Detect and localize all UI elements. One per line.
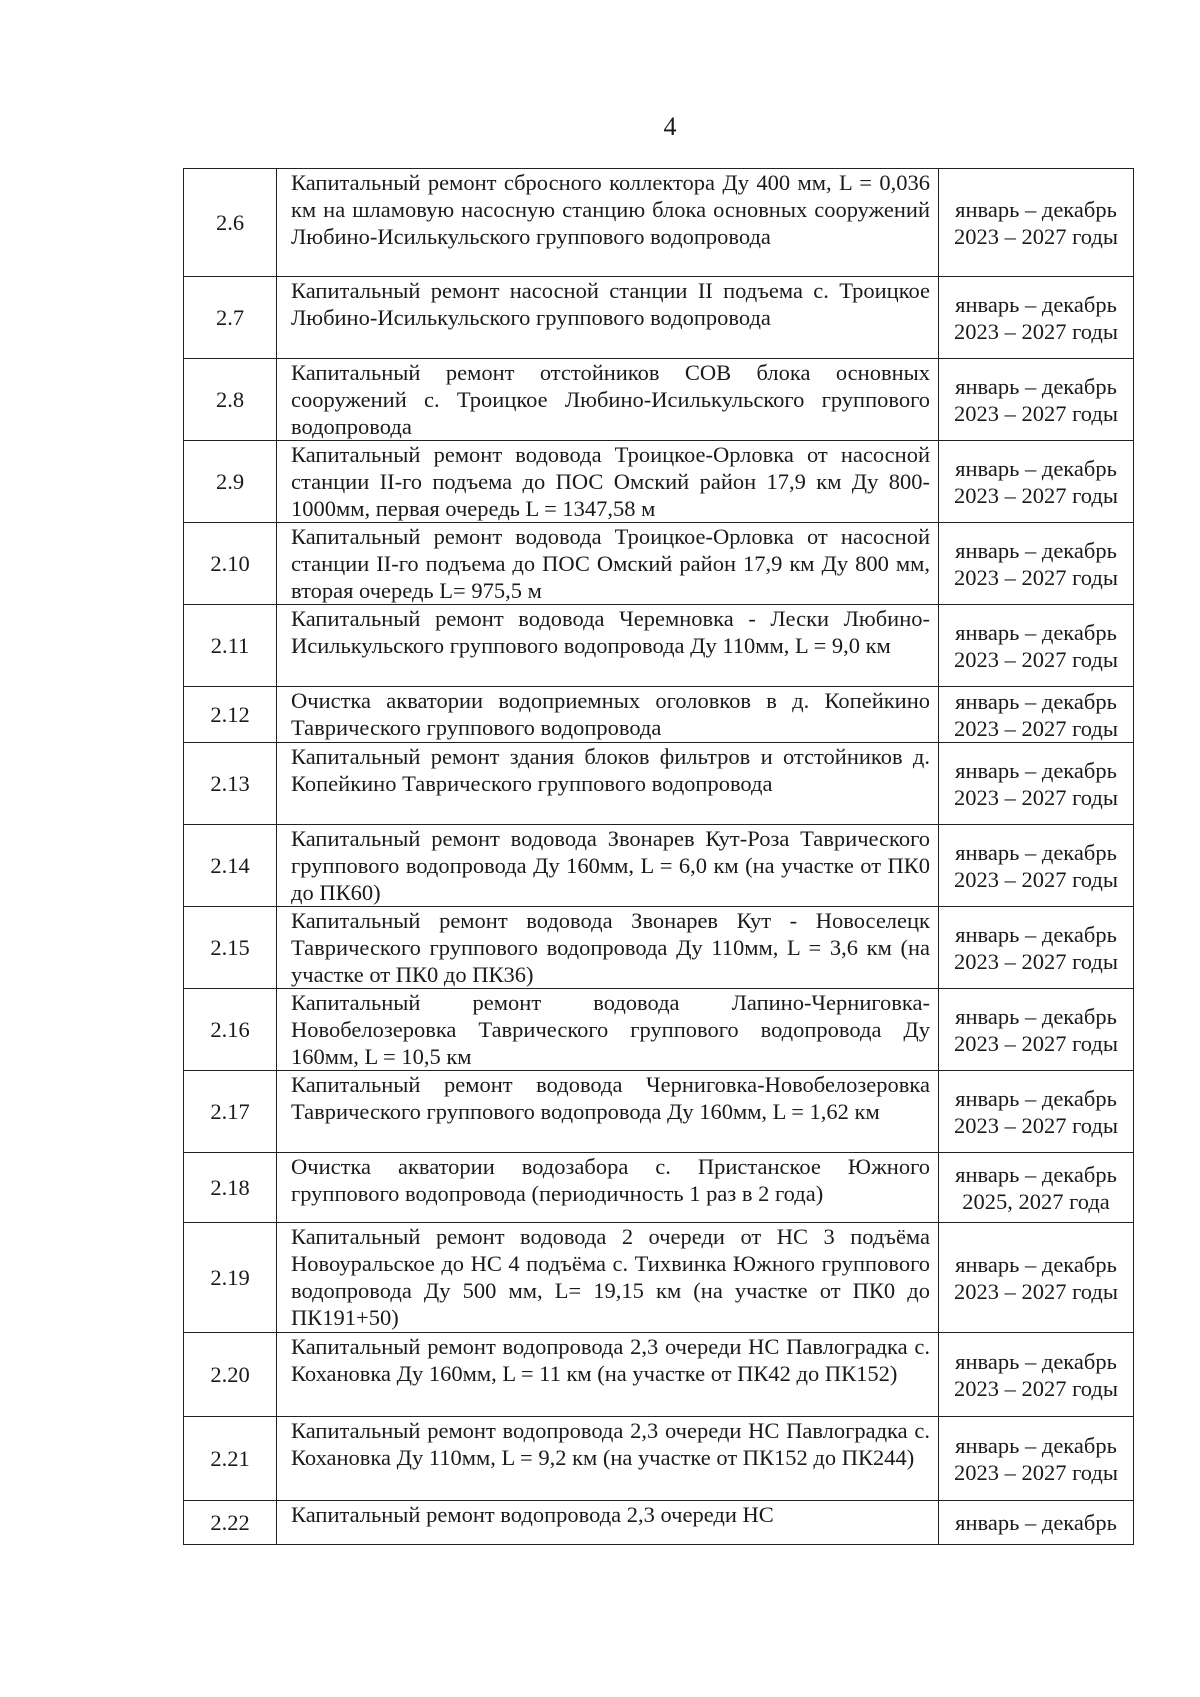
row-description: Капитальный ремонт водовода Звонарев Кут - Новоселецк Таврического группового водопровода Ду 110мм, L = 3,6 км (на участке от ПК0 до ПК36) (277, 907, 939, 989)
row-period: январь – декабрь 2023 – 2027 годы (939, 441, 1134, 523)
row-number: 2.20 (184, 1333, 277, 1417)
table-row (184, 1071, 1134, 1153)
row-number: 2.15 (184, 907, 277, 989)
row-description: Капитальный ремонт водовода Троицкое-Орловка от насосной станции II-го подъема до ПОС Омский район 17,9 км Ду 800-1000мм, первая очередь L = 1347,58 м (277, 441, 939, 523)
row-period: январь – декабрь 2023 – 2027 годы (939, 1417, 1134, 1501)
row-number: 2.8 (184, 359, 277, 441)
row-period: январь – декабрь 2023 – 2027 годы (939, 605, 1134, 687)
row-period: январь – декабрь 2023 – 2027 годы (939, 1071, 1134, 1153)
row-period: январь – декабрь (939, 1501, 1134, 1545)
table-row (184, 825, 1134, 907)
row-number: 2.7 (184, 277, 277, 359)
row-period: январь – декабрь 2023 – 2027 годы (939, 169, 1134, 277)
row-number: 2.11 (184, 605, 277, 687)
row-period: январь – декабрь 2023 – 2027 годы (939, 687, 1134, 743)
row-description: Капитальный ремонт водовода 2 очереди от НС 3 подъёма Новоуральское до НС 4 подъёма с. Тихвинка Южного группового водопровода Ду 500 мм, L= 19,15 км (на участке от ПК0 до ПК191+50) (277, 1223, 939, 1333)
row-description: Капитальный ремонт водопровода 2,3 очереди НС Павлоградка с. Кохановка Ду 110мм, L = 9,2 км (на участке от ПК152 до ПК244) (277, 1417, 939, 1501)
row-description: Капитальный ремонт водовода Черниговка-Новобелозеровка Таврического группового водопровода Ду 160мм, L = 1,62 км (277, 1071, 939, 1153)
table-row (184, 277, 1134, 359)
row-number: 2.12 (184, 687, 277, 743)
table-row (184, 1501, 1134, 1545)
row-number: 2.17 (184, 1071, 277, 1153)
table-row (184, 605, 1134, 687)
table-row (184, 1223, 1134, 1333)
table-row (184, 907, 1134, 989)
row-period: январь – декабрь 2025, 2027 года (939, 1153, 1134, 1223)
table-row (184, 989, 1134, 1071)
works-table-body (184, 169, 1134, 1545)
row-description: Очистка акватории водоприемных оголовков в д. Копейкино Таврического группового водопровода (277, 687, 939, 743)
row-period: январь – декабрь 2023 – 2027 годы (939, 989, 1134, 1071)
row-description: Очистка акватории водозабора с. Пристанское Южного группового водопровода (периодичность 1 раз в 2 года) (277, 1153, 939, 1223)
row-number: 2.22 (184, 1501, 277, 1545)
row-period: январь – декабрь 2023 – 2027 годы (939, 359, 1134, 441)
row-number: 2.10 (184, 523, 277, 605)
row-period: январь – декабрь 2023 – 2027 годы (939, 907, 1134, 989)
row-period: январь – декабрь 2023 – 2027 годы (939, 1333, 1134, 1417)
row-description: Капитальный ремонт насосной станции II подъема с. Троицкое Любино-Исилькульского группового водопровода (277, 277, 939, 359)
row-description: Капитальный ремонт водовода Лапино-Черниговка-Новобелозеровка Таврического группового водопровода Ду 160мм, L = 10,5 км (277, 989, 939, 1071)
table-row (184, 359, 1134, 441)
table-row (184, 441, 1134, 523)
row-description: Капитальный ремонт водопровода 2,3 очереди НС (277, 1501, 939, 1545)
table-row (184, 1333, 1134, 1417)
row-description: Капитальный ремонт отстойников СОВ блока основных сооружений с. Троицкое Любино-Исилькульского группового водопровода (277, 359, 939, 441)
row-number: 2.19 (184, 1223, 277, 1333)
row-number: 2.14 (184, 825, 277, 907)
table-row (184, 743, 1134, 825)
row-description: Капитальный ремонт водовода Черемновка - Лески Любино-Исилькульского группового водопровода Ду 110мм, L = 9,0 км (277, 605, 939, 687)
table-row (184, 687, 1134, 743)
row-period: январь – декабрь 2023 – 2027 годы (939, 1223, 1134, 1333)
row-description: Капитальный ремонт водопровода 2,3 очереди НС Павлоградка с. Кохановка Ду 160мм, L = 11 км (на участке от ПК42 до ПК152) (277, 1333, 939, 1417)
row-description: Капитальный ремонт сбросного коллектора Ду 400 мм, L = 0,036 км на шламовую насосную станцию блока основных сооружений Любино-Исилькульского группового водопровода (277, 169, 939, 277)
row-number: 2.16 (184, 989, 277, 1071)
table-row (184, 523, 1134, 605)
row-number: 2.18 (184, 1153, 277, 1223)
row-number: 2.9 (184, 441, 277, 523)
table-row (184, 169, 1134, 277)
row-period: январь – декабрь 2023 – 2027 годы (939, 277, 1134, 359)
works-table (183, 168, 1134, 1545)
page-number: 4 (663, 112, 677, 141)
row-number: 2.21 (184, 1417, 277, 1501)
row-description: Капитальный ремонт водовода Звонарев Кут-Роза Таврического группового водопровода Ду 160мм, L = 6,0 км (на участке от ПК0 до ПК60) (277, 825, 939, 907)
row-period: январь – декабрь 2023 – 2027 годы (939, 825, 1134, 907)
row-description: Капитальный ремонт здания блоков фильтров и отстойников д. Копейкино Таврического группового водопровода (277, 743, 939, 825)
row-period: январь – декабрь 2023 – 2027 годы (939, 743, 1134, 825)
table-row (184, 1417, 1134, 1501)
row-description: Капитальный ремонт водовода Троицкое-Орловка от насосной станции II-го подъема до ПОС Омский район 17,9 км Ду 800 мм, вторая очередь L= 975,5 м (277, 523, 939, 605)
row-period: январь – декабрь 2023 – 2027 годы (939, 523, 1134, 605)
row-number: 2.13 (184, 743, 277, 825)
table-row (184, 1153, 1134, 1223)
row-number: 2.6 (184, 169, 277, 277)
